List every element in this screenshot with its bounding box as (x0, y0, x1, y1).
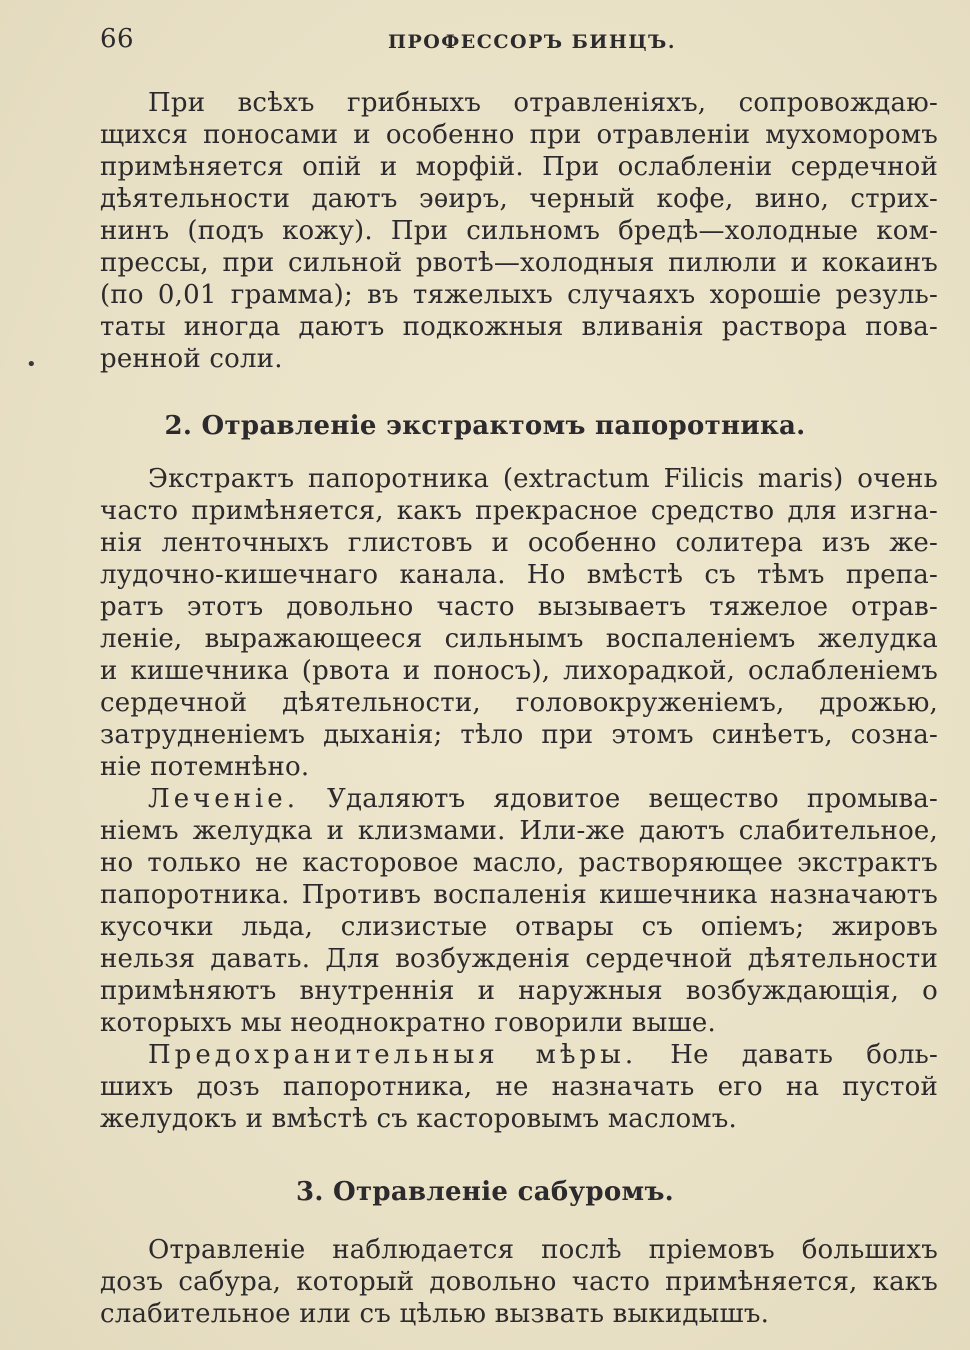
treatment-first-line (100, 783, 938, 815)
text-line: ніемъ желудка и клизмами. Или-же даютъ слабительное, (100, 816, 938, 846)
page-number: 66 (100, 24, 135, 54)
section-heading-aloe: 3. Отравленіе сабуромъ. (295, 1177, 675, 1207)
text-line: папоротника. Противъ воспаленія кишечника назначаютъ (100, 880, 938, 910)
text-line: таты иногда даютъ подкожныя вливанія раствора пова- (100, 312, 938, 342)
text-line: нельзя давать. Для возбужденія сердечной дѣятельности (100, 944, 938, 974)
text-line: примѣняется опій и морфій. При ослабленіи сердечной (100, 152, 938, 182)
text-line: и кишечника (рвота и поносъ), лихорадкой, ослабленіемъ (100, 656, 938, 686)
text-line: затрудненіемъ дыханія; тѣло при этомъ синѣетъ, созна- (100, 720, 938, 750)
text-line: но только не касторовое масло, растворяющее экстрактъ (100, 848, 938, 878)
text-line: нія ленточныхъ глистовъ и особенно солитера изъ же- (100, 528, 938, 558)
text-line: слабительное или съ цѣлью вызвать выкидышъ. (100, 1299, 770, 1329)
treatment-first-line-rest: Удаляютъ ядовитое вещество промыва- (327, 784, 938, 814)
text-line: часто примѣняется, какъ прекрасное средство для изгна- (100, 496, 938, 526)
text-line: лудочно-кишечнаго канала. Но вмѣстѣ съ тѣмъ препа- (100, 560, 938, 590)
text-line: шихъ дозъ папоротника, не назначать его на пустой (100, 1072, 938, 1102)
text-line: которыхъ мы неоднократно говорили выше. (100, 1008, 716, 1038)
precautions-first-line-rest: Не давать боль- (670, 1040, 939, 1070)
text-line: нинъ (подъ кожу). При сильномъ бредѣ—холодные ком- (100, 216, 938, 246)
treatment-term: Леченіе. (148, 784, 299, 814)
text-line: ратъ этотъ довольно часто вызываетъ тяжелое отрав- (100, 592, 938, 622)
text-line: ренной соли. (100, 344, 283, 374)
margin-mark: • (26, 354, 37, 375)
text-line: прессы, при сильной рвотѣ—холодныя пилюли и кокаинъ (100, 248, 938, 278)
text-line: дѣятельности даютъ эѳиръ, черный кофе, вино, стрих- (100, 184, 938, 214)
text-line: кусочки льда, слизистые отвары съ опіемъ; жировъ (100, 912, 938, 942)
paragraph-aloe (100, 1234, 938, 1330)
page-header (100, 24, 940, 58)
text-line: Экстрактъ папоротника (extractum Filicis maris) очень (148, 464, 938, 494)
section-heading-fern-extract: 2. Отравленіе экстрактомъ папоротника. (164, 411, 806, 441)
text-line: ніе потемнѣно. (100, 752, 310, 782)
paragraph-mushroom-treatment (100, 87, 938, 375)
text-line: дозъ сабура, который довольно часто примѣняется, какъ (100, 1267, 938, 1297)
text-line: щихся поносами и особенно при отравленіи мухоморомъ (100, 120, 938, 150)
precautions-first-line (100, 1039, 938, 1071)
text-line: При всѣхъ грибныхъ отравленіяхъ, сопровождаю- (148, 88, 938, 118)
text-line: желудокъ и вмѣстѣ съ касторовымъ масломъ. (100, 1104, 737, 1134)
text-line: Отравленіе наблюдается послѣ пріемовъ большихъ (148, 1235, 938, 1265)
paragraph-fern-extract (100, 463, 938, 1135)
text-line: примѣняютъ внутреннія и наружныя возбуждающія, о (100, 976, 938, 1006)
text-line: сердечной дѣятельности, головокруженіемъ, дрожью, (100, 688, 938, 718)
running-title: ПРОФЕССОРЪ БИНЦЪ. (388, 31, 676, 53)
text-line: (по 0,01 грамма); въ тяжелыхъ случаяхъ хорошіе резуль- (100, 280, 938, 310)
precautions-term: Предохранительныя мѣры. (148, 1040, 638, 1070)
text-line: леніе, выражающееся сильнымъ воспаленіемъ желудка (100, 624, 938, 654)
